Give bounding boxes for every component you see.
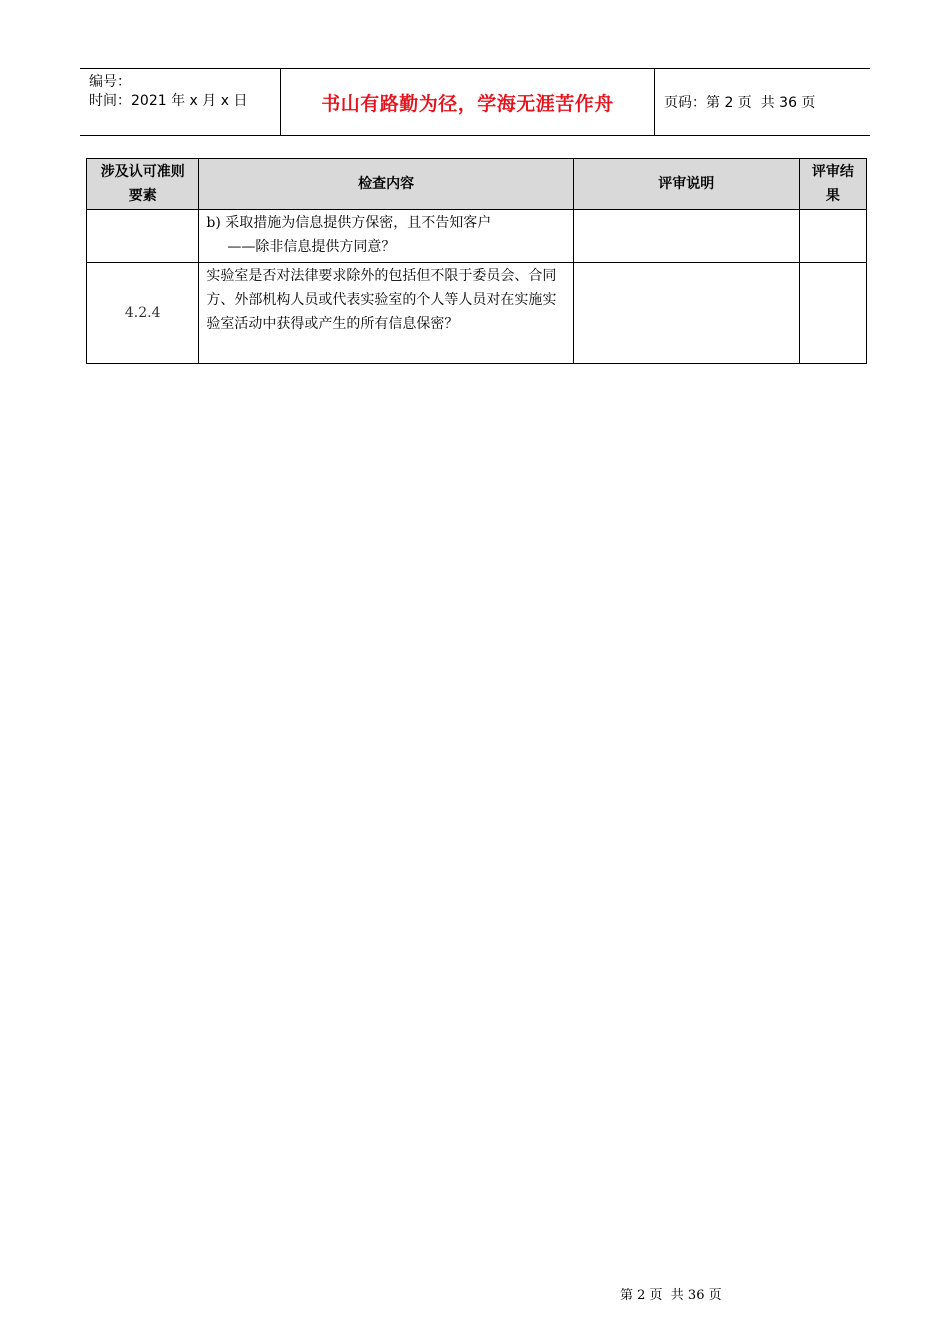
clause-cell xyxy=(87,210,199,263)
page-header xyxy=(80,68,870,136)
result-cell[interactable] xyxy=(799,210,866,263)
table-header-row xyxy=(87,159,867,210)
header-page-indicator xyxy=(655,69,870,135)
review-checklist-table xyxy=(86,158,867,364)
table-row xyxy=(87,210,867,263)
header-motto: 书山有路勤为径，学海无涯苦作舟 xyxy=(281,69,655,135)
content-line: ——除非信息提供方同意？ xyxy=(227,239,396,255)
content-cell xyxy=(199,210,573,263)
note-cell[interactable] xyxy=(573,263,799,364)
header-content: 检查内容 xyxy=(199,159,573,210)
page-indicator-text: 页码：第 2 页 共 36 页 xyxy=(664,95,816,111)
clause-cell: 4.2.4 xyxy=(87,263,199,364)
content-cell: 实验室是否对法律要求除外的包括但不限于委员会、合同方、外部机构人员或代表实验室的个人等人员对在实施实验室活动中获得或产生的所有信息保密？ xyxy=(199,263,573,364)
header-note: 评审说明 xyxy=(573,159,799,210)
header-clause: 涉及认可准则要素 xyxy=(87,159,199,210)
content-line: b) 采取措施为信息提供方保密，且不告知客户 xyxy=(206,215,492,231)
table-row xyxy=(87,263,867,364)
header-result: 评审结果 xyxy=(799,159,866,210)
date-label: 时间：2021 年 x 月 x 日 xyxy=(89,93,248,109)
result-cell[interactable] xyxy=(799,263,866,364)
page-footer: 第 2 页 共 36 页 xyxy=(620,1288,722,1303)
header-meta xyxy=(80,69,281,135)
note-cell[interactable] xyxy=(573,210,799,263)
doc-number-label: 编号： xyxy=(89,74,131,90)
